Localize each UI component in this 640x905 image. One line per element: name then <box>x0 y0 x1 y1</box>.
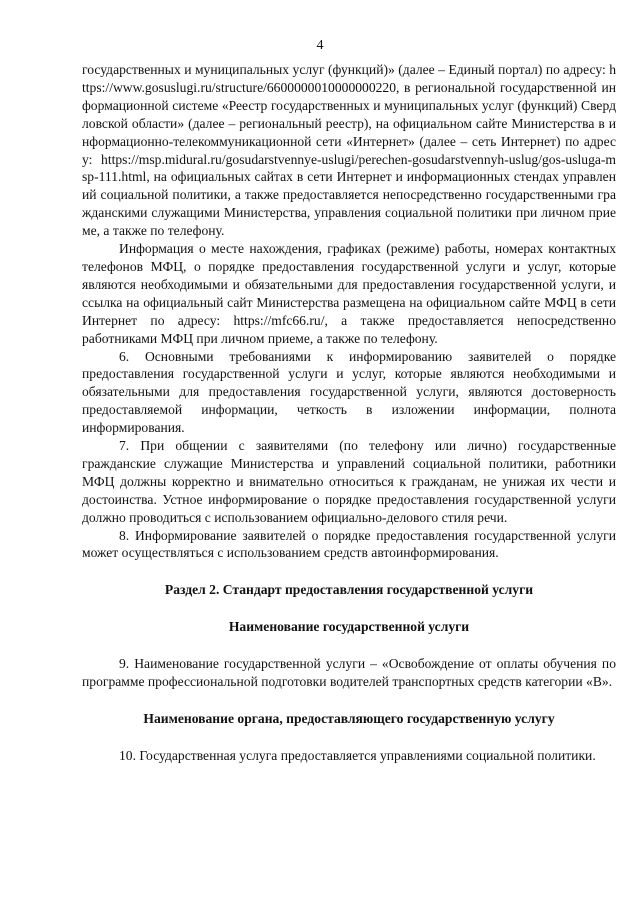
page-number: 4 <box>316 38 324 53</box>
section-2-title: Раздел 2. Стандарт предоставления государственной услуги <box>164 582 534 598</box>
paragraph-6: 6. Основными требованиями к информированию заявителей о порядке предоставления государственной услуги и услуг, которые являются необходимыми и обязательными для предоставления государственной услуги, являются достоверность предоставляемой информации, четкость в изложении информации, полнота информирования. <box>82 348 616 436</box>
paragraph-mfc-info: Информация о месте нахождения, графиках (режиме) работы, номерах контактных телефонов МФЦ, о порядке предоставления государственной услуги и услуг, которые являются необходимыми и обязательными для предоставления государственной услуги, и ссылка на официальный сайт Министерства размещена на официальном сайте МФЦ в сети Интернет по адресу: https://mfc66.ru/, а также предоставляется непосредственно работниками МФЦ при личном приеме, а также по телефону. <box>82 241 616 346</box>
paragraph-10: 10. Государственная услуга предоставляется управлениями социальной политики. <box>119 747 596 763</box>
heading-service-name: Наименование государственной услуги <box>228 619 470 635</box>
heading-service-organ: Наименование органа, предоставляющего государственную услугу <box>143 711 555 726</box>
paragraph-8: 8. Информирование заявителей о порядке предоставления государственной услуги может осуществляться с использованием средств автоинформирования. <box>82 527 616 561</box>
paragraph-9: 9. Наименование государственной услуги – «Освобождение от оплаты обучения по программе профессиональной подготовки водителей транспортных средств категории «В». <box>82 656 616 690</box>
paragraph-portal-info: государственных и муниципальных услуг (функций)» (далее – Единый портал) по адресу: https://www.gosuslugi.ru/structure/6600000010000000220, в региональной государственной информационной системе «Реестр государственных и муниципальных услуг (функций) Свердловской области» (далее – региональный реестр), на официальном сайте Министерства в информационно-телекоммуникационной сети «Интернет» (далее – сеть Интернет) по адресу: https://msp.midural.ru/gosudarstvennye-uslugi/perechen-gosudarstvennyh-uslug/gos-usluga-msp-111.html, на официальных сайтах в сети Интернет и информационных стендах управлений социальной политики, а также предоставляется непосредственно государственными гражданскими служащими Министерства, управления социальной политики при личном приеме, а также по телефону. <box>82 62 616 239</box>
document-body <box>82 61 616 765</box>
paragraph-7: 7. При общении с заявителями (по телефону или лично) государственные гражданские служащие Министерства и управлений социальной политики, работники МФЦ должны корректно и внимательно относиться к гражданам, не унижая их чести и достоинства. Устное информирование о порядке предоставления государственной услуги должно проводиться с использованием официально-делового стиля речи. <box>82 438 616 525</box>
